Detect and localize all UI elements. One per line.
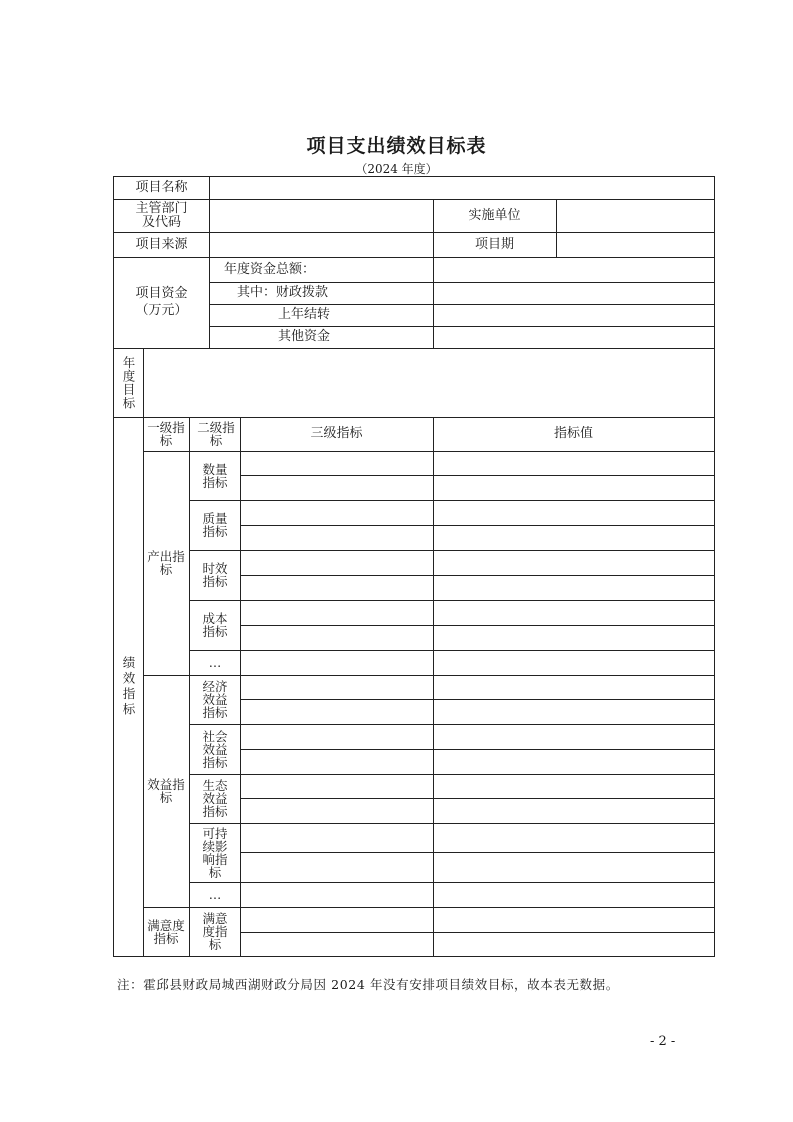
level2-indicator-header: 二级指标 bbox=[197, 420, 235, 448]
col-line bbox=[433, 417, 434, 956]
level3-indicator-header: 三级指标 bbox=[310, 426, 363, 441]
row-line bbox=[189, 500, 714, 501]
col-line bbox=[189, 417, 190, 956]
row-line bbox=[189, 650, 714, 651]
row-line bbox=[189, 600, 714, 601]
page-number: - 2 - bbox=[650, 1034, 676, 1049]
ecological-benefit-label: 生态效益指标 bbox=[202, 778, 228, 819]
annual-total-funds-label: 年度资金总额： bbox=[224, 261, 316, 277]
row-line bbox=[114, 348, 714, 349]
implementing-unit-label: 实施单位 bbox=[468, 207, 521, 223]
row-line bbox=[189, 882, 714, 883]
cost-indicator-label: 成本指标 bbox=[202, 611, 228, 639]
project-funds-label-line2: （万元） bbox=[135, 303, 188, 318]
project-source-label: 项目来源 bbox=[135, 236, 188, 252]
fiscal-allocation-label: 其中：财政拨款 bbox=[237, 285, 329, 300]
row-line bbox=[240, 932, 714, 933]
performance-target-table bbox=[113, 176, 715, 957]
output-more-label: … bbox=[208, 655, 222, 670]
prior-year-carryover-label: 上年结转 bbox=[278, 307, 331, 322]
row-line bbox=[240, 798, 714, 799]
output-indicators-label: 产出指标 bbox=[147, 549, 185, 577]
timeliness-indicator-label: 时效指标 bbox=[202, 561, 228, 589]
satisfaction-indicators-label: 满意度指标 bbox=[147, 917, 185, 946]
row-line bbox=[240, 852, 714, 853]
benefit-indicators-label: 效益指标 bbox=[147, 777, 185, 805]
social-benefit-label: 社会效益指标 bbox=[202, 728, 228, 770]
footnote: 注：霍邱县财政局城西湖财政分局因 2024 年没有安排项目绩效目标，故本表无数据。 bbox=[117, 977, 619, 992]
annual-goal-label: 年度目标 bbox=[121, 356, 136, 410]
department-label bbox=[114, 199, 209, 232]
col-line bbox=[433, 257, 434, 348]
row-line bbox=[240, 749, 714, 750]
col-line bbox=[240, 417, 241, 956]
row-line bbox=[189, 823, 714, 824]
quality-indicator-label: 质量指标 bbox=[202, 511, 228, 539]
sustainability-impact-label: 可持续影响指标 bbox=[202, 825, 228, 880]
row-line bbox=[189, 774, 714, 775]
performance-indicators-label: 绩效指标 bbox=[121, 656, 136, 718]
row-line bbox=[240, 475, 714, 476]
col-line bbox=[556, 199, 557, 257]
row-line bbox=[240, 525, 714, 526]
col-line bbox=[143, 348, 144, 956]
project-funds-label-line1: 项目资金 bbox=[135, 286, 188, 301]
project-funds-label bbox=[114, 257, 209, 348]
row-line bbox=[189, 724, 714, 725]
project-name-label: 项目名称 bbox=[135, 180, 188, 195]
department-label-line2: 及代码 bbox=[141, 214, 181, 230]
indicator-value-header: 指标值 bbox=[553, 426, 593, 441]
row-line bbox=[189, 550, 714, 551]
department-label-line1: 主管部门 bbox=[135, 200, 188, 216]
row-line bbox=[240, 699, 714, 700]
level1-indicator-header: 一级指标 bbox=[147, 420, 185, 448]
row-line bbox=[240, 625, 714, 626]
satisfaction-level2-label: 满意度指标 bbox=[202, 911, 228, 952]
project-period-label: 项目期 bbox=[474, 236, 514, 252]
economic-benefit-label: 经济效益指标 bbox=[202, 679, 228, 720]
quantity-indicator-label: 数量指标 bbox=[202, 461, 228, 490]
row-line bbox=[240, 575, 714, 576]
other-funds-label: 其他资金 bbox=[278, 329, 331, 344]
page-subtitle: （2024 年度） bbox=[355, 162, 438, 176]
page-title: 项目支出绩效目标表 bbox=[306, 135, 487, 157]
benefit-more-label: … bbox=[208, 887, 222, 902]
